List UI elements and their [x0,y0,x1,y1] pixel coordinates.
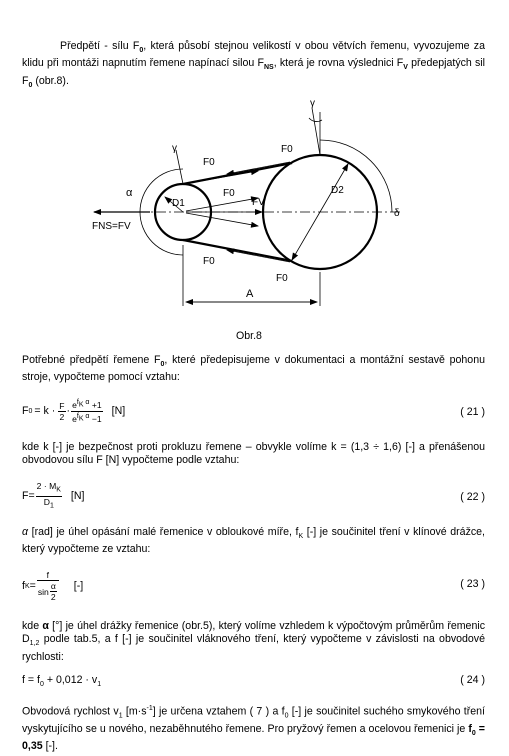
sub: K [78,401,84,409]
numerator: F [59,400,65,411]
d1-label: D1 [172,198,185,209]
text: [rad] je úhel opásání malé řemenice v obloukové míře, f [28,526,299,538]
fraction [36,481,62,511]
fraction [58,401,65,422]
f0-bottom-large-label: F0 [276,273,288,284]
a-dimension-label: A [246,288,254,300]
sub: 0 [284,712,289,720]
text: kde k [-] je bezpečnost proti prokluzu řemene – obvykle volíme k = (1,3 ÷ 1,6) [-] a přenášenou obvodovou sílu F [N] vypočteme podle vztahu: [22,441,485,467]
denominator [36,497,62,512]
text: −1 [89,413,102,424]
text: Předpětí - sílu F [60,40,140,52]
text: [-] je součinitel tření v klínové drážce, který vypočteme ze vztahu: [22,526,485,556]
paragraph-6 [22,702,485,753]
d2-label: D2 [331,185,344,196]
text: F [22,405,29,417]
equation-22 [22,481,84,511]
text: α [83,412,90,420]
numerator: α [50,581,56,591]
figure-caption: Obr.8 [236,330,262,342]
numerator [71,398,103,411]
alpha-symbol: α [42,620,49,632]
text: = [28,490,35,502]
equation-23 [22,566,83,606]
fraction [71,398,103,424]
belt-bottom [183,240,292,261]
sub: K [78,414,84,422]
unit: [-] [73,580,84,592]
text: f [22,674,25,686]
equation-24 [22,674,101,688]
text: f [76,399,79,407]
sub: NS [263,64,274,72]
sub: 0 [39,681,44,689]
sub: 1 [118,712,123,720]
unit: [N] [70,490,85,502]
text: = k · [34,405,56,417]
sub: 1 [49,502,54,510]
text: 2 · M [36,480,57,491]
sub: K [298,533,304,541]
text: +1 [89,399,102,410]
text: f [468,722,472,735]
text: kde [22,620,43,632]
sub: 0 [139,47,144,55]
denominator [71,412,103,424]
text: = f [27,674,40,686]
text: , která působí stejnou velikostí v obou větvích řemenu, vyvozujeme za klidu při montáži napnutím řemene napínací silou F [22,40,485,70]
f0-top-small-label: F0 [203,157,215,168]
text: α [83,399,90,407]
text: (obr.8). [32,74,69,87]
text: předepjatých sil F [22,57,485,87]
sub: V [403,64,408,72]
text: [-]. [42,740,58,753]
gamma-left-label: γ [172,143,177,154]
text: f [76,412,79,420]
text: Obvodová rychlost v [22,705,119,718]
inner-fraction [50,581,57,602]
fraction [37,570,59,602]
equation-21 [22,396,125,426]
alpha-symbol: α [22,526,29,538]
text: [m·s [122,705,147,718]
paragraph-4 [22,526,485,557]
paragraph-5 [22,620,485,664]
text: ] je určena vztahem ( 7 ) a f [152,705,285,718]
text: = 0,35 [22,722,485,753]
text: = [29,580,36,592]
sub: 0 [160,361,165,369]
denominator [37,581,59,602]
text: e [72,399,77,410]
text: e [72,413,77,424]
f0-top-large-label: F0 [281,144,293,155]
fns-label: FNS=FV [92,221,131,232]
text: podle tab.5, a f [-] je součinitel vláknového tření, který vypočteme v závislosti na obvodové rychlosti: [22,633,485,663]
sup: -1 [146,705,153,712]
paragraph-2 [22,354,485,385]
sub: 1 [97,681,102,689]
sub: 0 [28,81,33,89]
sub: K [56,486,61,494]
denominator: 2 [50,592,56,602]
text: D [43,496,50,507]
text: · [66,405,71,417]
text: + 0,012 · v [43,674,98,686]
text: [-] je součinitel suchého smykového tření vyskytujícího se u nového, nezaběhnutého řemene. Pro pryžový řemen a ocelovou řemenici je [22,705,485,735]
text: f [22,580,25,592]
delta-arc [320,140,392,212]
sub: 0 [28,407,33,415]
numerator [36,481,62,497]
f0-middle-label: F0 [223,188,235,199]
sub: K [24,582,30,590]
unit: [N] [111,405,126,417]
sub: 0 [471,729,476,737]
fv-label: FV [252,197,265,208]
alpha-label: α [126,187,133,199]
equation-22-number: ( 22 ) [460,491,485,503]
text: , která je rovna výslednici F [273,57,404,70]
numerator: f [37,570,59,581]
text: [°] je úhel drážky řemenice (obr.5), který volíme vzhledem k výpočtovým průměrům řemenic D [22,620,485,646]
f0-bottom-small-label: F0 [203,256,215,267]
belt-drive-figure [0,0,509,330]
gamma-right-label: γ [310,98,315,109]
delta-label: δ [394,208,400,219]
paragraph-3 [22,441,485,467]
sub: 1,2 [29,640,40,648]
text: Potřebné předpětí řemene F [22,354,161,366]
equation-23-number: ( 23 ) [460,578,485,590]
text: sin [37,586,49,597]
equation-21-number: ( 21 ) [460,406,485,418]
text: F [22,490,29,502]
text: , které předepisujeme v dokumentaci a montážní sestavě pohonu stroje, vypočteme pomocí vztahu: [22,354,485,384]
denominator: 2 [59,411,65,422]
equation-24-number: ( 24 ) [460,674,485,686]
